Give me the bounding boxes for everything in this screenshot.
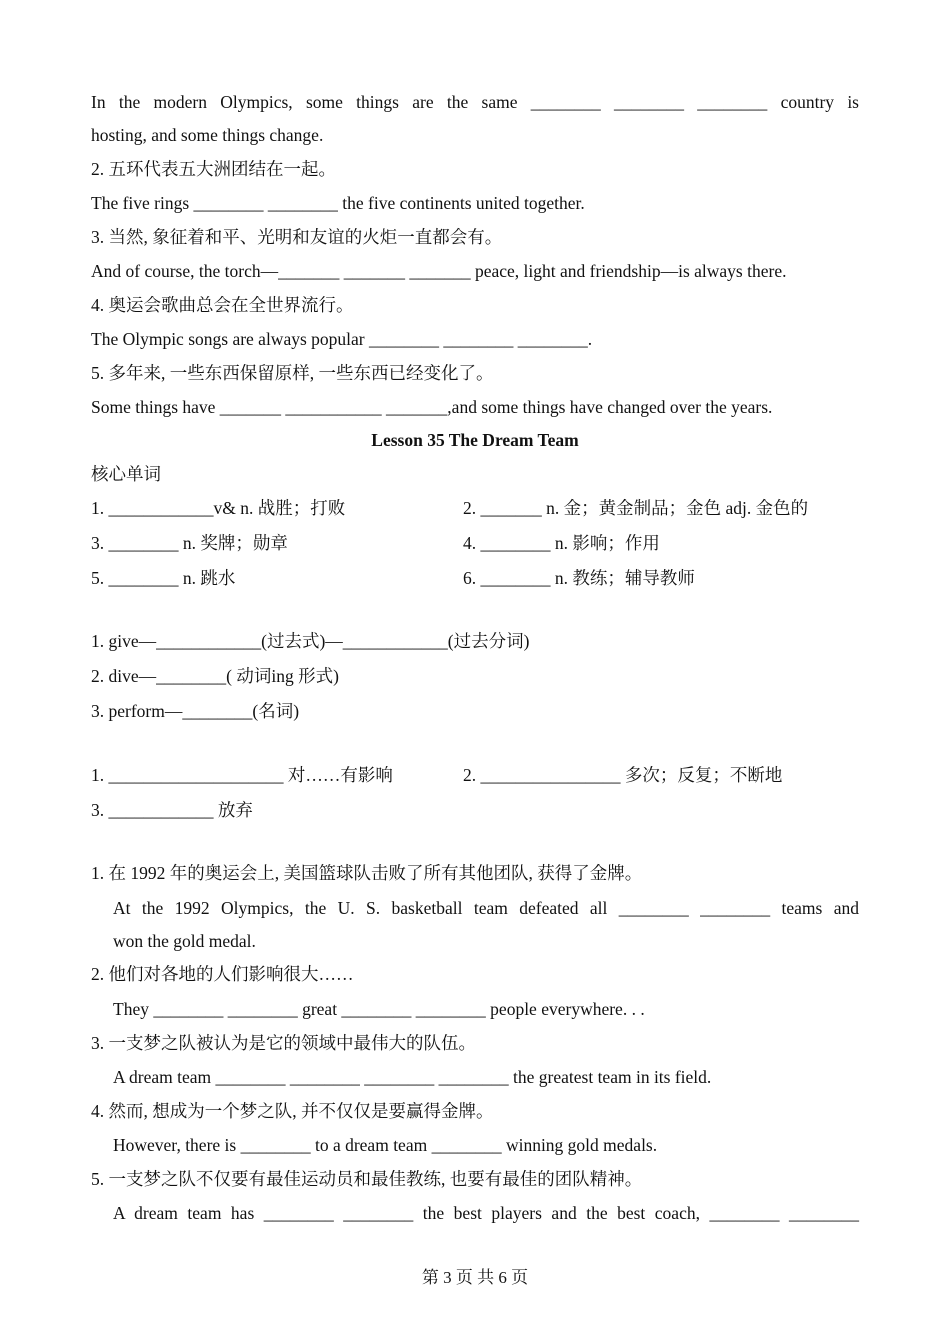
phrase-item: 1. ____________________ 对……有影响 (91, 765, 393, 785)
sentence-english: A dream team has ________ ________ the best players and the best coach, ________ ________ (113, 1203, 859, 1223)
sentence-english: A dream team ________ ________ ________ ________ the greatest team in its field. (113, 1067, 712, 1087)
word-form-item: 3. perform—________(名词) (91, 701, 300, 721)
text-line: 5. 多年来, 一些东西保留原样, 一些东西已经变化了。 (91, 363, 494, 383)
text-line: The Olympic songs are always popular ________ ________ ________. (91, 329, 593, 349)
vocab-item: 3. ________ n. 奖牌；勋章 (91, 533, 288, 553)
sentence-chinese: 3. 一支梦之队被认为是它的领域中最伟大的队伍。 (91, 1033, 476, 1053)
text-line: And of course, the torch—_______ _______ _______ peace, light and friendship—is always there. (91, 261, 787, 281)
sentence-chinese: 4. 然而, 想成为一个梦之队, 并不仅仅是要赢得金牌。 (91, 1101, 494, 1121)
phrase-item: 3. ____________ 放弃 (91, 800, 253, 820)
text-line: hosting, and some things change. (91, 125, 324, 145)
text-line: 4. 奥运会歌曲总会在全世界流行。 (91, 295, 354, 315)
sentence-chinese: 5. 一支梦之队不仅要有最佳运动员和最佳教练, 也要有最佳的团队精神。 (91, 1169, 643, 1189)
sentence-english: However, there is ________ to a dream team ________ winning gold medals. (113, 1135, 658, 1155)
vocab-item: 1. ____________v& n. 战胜；打败 (91, 498, 346, 518)
word-form-item: 2. dive—________( 动词ing 形式) (91, 666, 339, 686)
phrase-item: 2. ________________ 多次；反复；不断地 (463, 765, 783, 785)
vocab-item: 4. ________ n. 影响；作用 (463, 533, 660, 553)
sentence-english: won the gold medal. (113, 931, 256, 951)
vocab-item: 6. ________ n. 教练；辅导教师 (463, 568, 695, 588)
section-heading: 核心单词 (91, 464, 161, 484)
page-footer: 第 3 页 共 6 页 (421, 1268, 529, 1287)
sentence-chinese: 2. 他们对各地的人们影响很大…… (91, 964, 354, 984)
text-line: In the modern Olympics, some things are the same ________ ________ ________ country is (91, 92, 859, 112)
vocab-item: 2. _______ n. 金；黄金制品；金色 adj. 金色的 (463, 498, 809, 518)
sentence-english: At the 1992 Olympics, the U. S. basketball team defeated all ________ ________ teams and (113, 898, 859, 918)
text-line: The five rings ________ ________ the five continents united together. (91, 193, 585, 213)
text-line: 3. 当然, 象征着和平、光明和友谊的火炬一直都会有。 (91, 227, 503, 247)
text-line: 2. 五环代表五大洲团结在一起。 (91, 159, 336, 179)
word-form-item: 1. give—____________(过去式)—____________(过去分词) (91, 631, 530, 651)
vocab-item: 5. ________ n. 跳水 (91, 568, 236, 588)
lesson-title: Lesson 35 The Dream Team (371, 430, 579, 450)
sentence-chinese: 1. 在 1992 年的奥运会上, 美国篮球队击败了所有其他团队, 获得了金牌。 (91, 863, 643, 883)
sentence-english: They ________ ________ great ________ ________ people everywhere. . . (113, 999, 645, 1019)
text-line: Some things have _______ ___________ _______,and some things have changed over the years. (91, 397, 773, 417)
